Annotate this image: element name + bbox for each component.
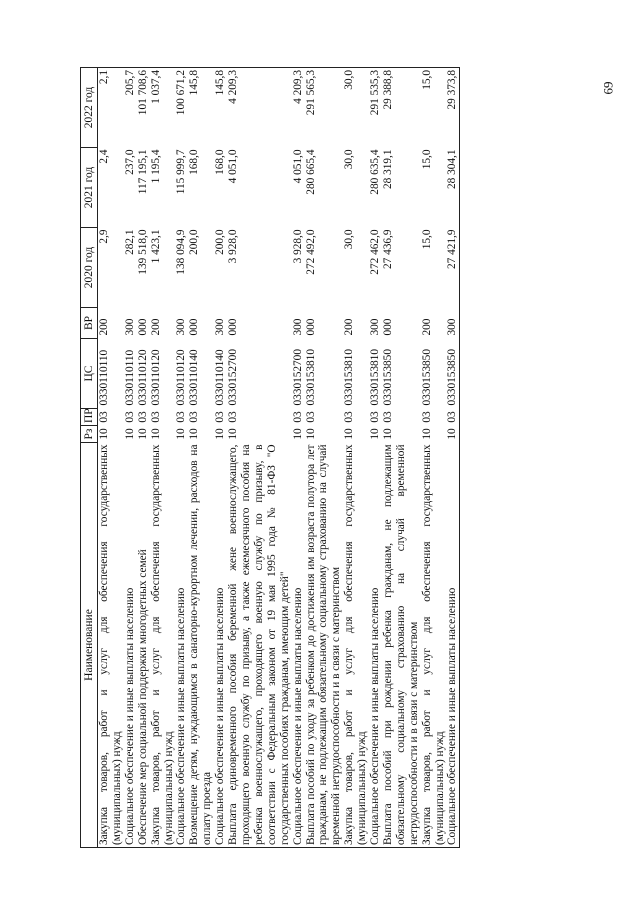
cell-2021: 30,0 — [343, 149, 356, 170]
cell-2022: 15,0 — [421, 68, 447, 148]
table-row — [98, 68, 124, 848]
cell-vr: 300 — [291, 318, 304, 336]
table-row — [214, 68, 227, 848]
cell-vr: 300 — [446, 318, 459, 336]
table-row — [305, 68, 344, 848]
table-row — [421, 68, 447, 848]
cell-2021: 4 051,0 — [291, 149, 304, 184]
cell-vr: 000 — [136, 318, 149, 336]
cell-2020: 30,0 — [343, 229, 356, 250]
bottom-border-cell — [459, 68, 460, 148]
cell-name: Социальное обеспечение и иные выплаты населению — [369, 443, 382, 848]
bottom-border-cell — [459, 228, 460, 308]
cell-rz: 10 — [214, 428, 227, 440]
cell-2022: 291 565,3 — [305, 68, 344, 148]
cell-name: Закупка товаров, работ и услуг для обеспечения государственных (муниципальных) нужд — [421, 443, 447, 848]
cell-rz: 10 — [123, 428, 136, 440]
cell-2021: 168,0 — [188, 149, 201, 175]
cell-2021: 115 999,7 — [175, 149, 188, 195]
cell-cs: 0330153810 — [304, 349, 317, 406]
header-pr: ПР — [81, 409, 98, 426]
cell-2022: 100 671,2 — [175, 68, 188, 148]
cell-2020: 2,9 — [98, 229, 110, 244]
cell-name: Выплата пособий по уходу за ребенком до достижения им возраста полутора лет гражданам, не подлежащим обязательному социальному страхованию на случай временной нетрудоспособности и в связи с материнством — [305, 443, 344, 848]
cell-rz: 10 — [420, 428, 433, 440]
cell-vr: 200 — [98, 318, 110, 336]
table-row — [292, 68, 305, 848]
cell-pr: 03 — [446, 411, 459, 423]
cell-pr: 03 — [291, 411, 304, 423]
header-vr: ВР — [81, 308, 98, 339]
header-2022: 2022 год — [81, 68, 98, 148]
cell-cs: 0330110110 — [98, 349, 110, 406]
cell-2022: 1 037,4 — [150, 68, 176, 148]
cell-2022: 4 209,3 — [292, 68, 305, 148]
cell-name: Обеспечение мер социальной поддержки многодетных семей — [137, 443, 150, 848]
cell-name: Выплата единовременного пособия беременной жене военнослужащего, проходящего военную службу по призыву, а также ежемесячного пособия на ребенка военнослужащего, проходящего военную службу по призыву, в соответствии с Федеральным законом от 19 мая 1995 года № 81-ФЗ "О государственных пособиях гражданам, имеющим детей" — [227, 443, 292, 848]
cell-2021: 2,4 — [98, 149, 110, 164]
cell-vr: 000 — [304, 318, 317, 336]
cell-vr: 300 — [369, 318, 382, 336]
cell-2020: 200,0 — [188, 229, 201, 255]
cell-vr: 000 — [188, 318, 201, 336]
cell-rz: 10 — [381, 428, 394, 440]
budget-table — [80, 67, 460, 848]
cell-pr: 03 — [188, 411, 201, 423]
cell-rz: 10 — [369, 428, 382, 440]
bottom-border-cell — [459, 148, 460, 228]
cell-2020: 272 492,0 — [304, 229, 317, 275]
cell-vr: 300 — [175, 318, 188, 336]
cell-cs: 0330152700 — [227, 349, 240, 406]
cell-2022: 29 388,8 — [382, 68, 421, 148]
cell-2022: 145,8 — [188, 68, 214, 148]
cell-vr: 200 — [343, 318, 356, 336]
cell-rz: 10 — [149, 428, 162, 440]
cell-rz: 10 — [188, 428, 201, 440]
cell-2021: 1 195,4 — [149, 149, 162, 184]
cell-rz: 10 — [98, 428, 110, 440]
cell-rz: 10 — [136, 428, 149, 440]
cell-2022: 145,8 — [214, 68, 227, 148]
table-row — [137, 68, 150, 848]
cell-cs: 0330153810 — [369, 349, 382, 406]
cell-2020: 3 928,0 — [291, 229, 304, 264]
cell-2021: 280 635,4 — [369, 149, 382, 195]
table-body — [98, 68, 460, 848]
cell-vr: 000 — [381, 318, 394, 336]
table-row — [343, 68, 369, 848]
cell-cs: 0330153850 — [381, 349, 394, 406]
cell-2021: 168,0 — [214, 149, 227, 175]
header-2020: 2020 год — [81, 228, 98, 308]
cell-2022: 30,0 — [343, 68, 369, 148]
cell-name: Социальное обеспечение и иные выплаты населению — [446, 443, 459, 848]
cell-2022: 4 209,3 — [227, 68, 292, 148]
cell-pr: 03 — [98, 411, 110, 423]
cell-cs: 0330110140 — [214, 349, 227, 406]
cell-2020: 138 094,9 — [175, 229, 188, 275]
cell-pr: 03 — [369, 411, 382, 423]
cell-vr: 200 — [149, 318, 162, 336]
cell-cs: 0330153850 — [446, 349, 459, 406]
cell-rz: 10 — [291, 428, 304, 440]
cell-pr: 03 — [343, 411, 356, 423]
table-row — [227, 68, 292, 848]
bottom-border-cell — [459, 443, 460, 848]
cell-2022: 2,1 — [98, 68, 124, 148]
cell-2021: 28 319,1 — [381, 149, 394, 190]
cell-pr: 03 — [136, 411, 149, 423]
cell-2021: 28 304,1 — [446, 149, 459, 190]
bottom-border-cell — [459, 339, 460, 409]
table-row — [188, 68, 214, 848]
cell-pr: 03 — [149, 411, 162, 423]
table-row — [446, 68, 459, 848]
cell-cs: 0330153810 — [343, 349, 356, 406]
cell-rz: 10 — [446, 428, 459, 440]
cell-2022: 291 535,3 — [369, 68, 382, 148]
cell-pr: 03 — [420, 411, 433, 423]
cell-vr: 200 — [420, 318, 433, 336]
cell-pr: 03 — [123, 411, 136, 423]
cell-name: Выплата пособий при рождении ребенка гражданам, не подлежащим обязательному социальному страхованию на случай временной нетрудоспособности и в связи с материнством — [382, 443, 421, 848]
cell-pr: 03 — [304, 411, 317, 423]
cell-cs: 0330110120 — [136, 349, 149, 406]
header-cs: ЦС — [81, 339, 98, 409]
cell-cs: 0330152700 — [291, 349, 304, 406]
header-name: Наименование — [81, 443, 98, 848]
table-row — [150, 68, 176, 848]
bottom-border-cell — [459, 409, 460, 426]
cell-2020: 200,0 — [214, 229, 227, 255]
cell-2020: 272 462,0 — [369, 229, 382, 275]
cell-name: Закупка товаров, работ и услуг для обеспечения государственных (муниципальных) нужд — [98, 443, 124, 848]
cell-pr: 03 — [381, 411, 394, 423]
cell-rz: 10 — [175, 428, 188, 440]
cell-2021: 4 051,0 — [227, 149, 240, 184]
cell-2020: 1 423,1 — [149, 229, 162, 264]
cell-rz: 10 — [304, 428, 317, 440]
cell-2021: 15,0 — [420, 149, 433, 170]
cell-2020: 15,0 — [420, 229, 433, 250]
cell-rz: 10 — [227, 428, 240, 440]
cell-2021: 237,0 — [123, 149, 136, 175]
table-row — [382, 68, 421, 848]
cell-2020: 282,1 — [123, 229, 136, 255]
cell-name: Возмещение детям, нуждающимся в санаторно-курортном лечении, расходов на оплату проезда — [188, 443, 214, 848]
table-row — [124, 68, 137, 848]
cell-2020: 139 518,0 — [136, 229, 149, 275]
cell-2020: 27 436,9 — [381, 229, 394, 270]
table-row — [369, 68, 382, 848]
cell-2020: 27 421,9 — [446, 229, 459, 270]
cell-name: Социальное обеспечение и иные выплаты населению — [214, 443, 227, 848]
cell-rz: 10 — [343, 428, 356, 440]
cell-vr: 000 — [227, 318, 240, 336]
cell-2021: 280 665,4 — [304, 149, 317, 195]
table-header — [81, 68, 98, 848]
cell-cs: 0330153850 — [420, 349, 433, 406]
cell-pr: 03 — [227, 411, 240, 423]
bottom-border-cell — [459, 308, 460, 339]
cell-cs: 0330110140 — [188, 349, 201, 406]
cell-2022: 205,7 — [124, 68, 137, 148]
table-row — [175, 68, 188, 848]
page-number: 69 — [600, 81, 616, 95]
cell-name: Закупка товаров, работ и услуг для обеспечения государственных (муниципальных) нужд — [150, 443, 176, 848]
table-bottom-border — [459, 68, 460, 848]
cell-pr: 03 — [214, 411, 227, 423]
cell-2021: 117 195,1 — [136, 149, 149, 195]
cell-name: Социальное обеспечение и иные выплаты населению — [124, 443, 137, 848]
cell-2020: 3 928,0 — [227, 229, 240, 264]
rotated-table-container — [80, 68, 605, 848]
cell-cs: 0330110110 — [123, 349, 136, 406]
cell-pr: 03 — [175, 411, 188, 423]
cell-cs: 0330110120 — [149, 349, 162, 406]
bottom-border-cell — [459, 426, 460, 443]
cell-name: Социальное обеспечение и иные выплаты населению — [292, 443, 305, 848]
cell-vr: 300 — [123, 318, 136, 336]
cell-vr: 300 — [214, 318, 227, 336]
cell-name: Закупка товаров, работ и услуг для обеспечения государственных (муниципальных) нужд — [343, 443, 369, 848]
header-rz: Рз — [81, 426, 98, 443]
cell-2022: 101 708,6 — [137, 68, 150, 148]
cell-name: Социальное обеспечение и иные выплаты населению — [175, 443, 188, 848]
cell-cs: 0330110120 — [175, 349, 188, 406]
cell-2022: 29 373,8 — [446, 68, 459, 148]
header-2021: 2021 год — [81, 148, 98, 228]
